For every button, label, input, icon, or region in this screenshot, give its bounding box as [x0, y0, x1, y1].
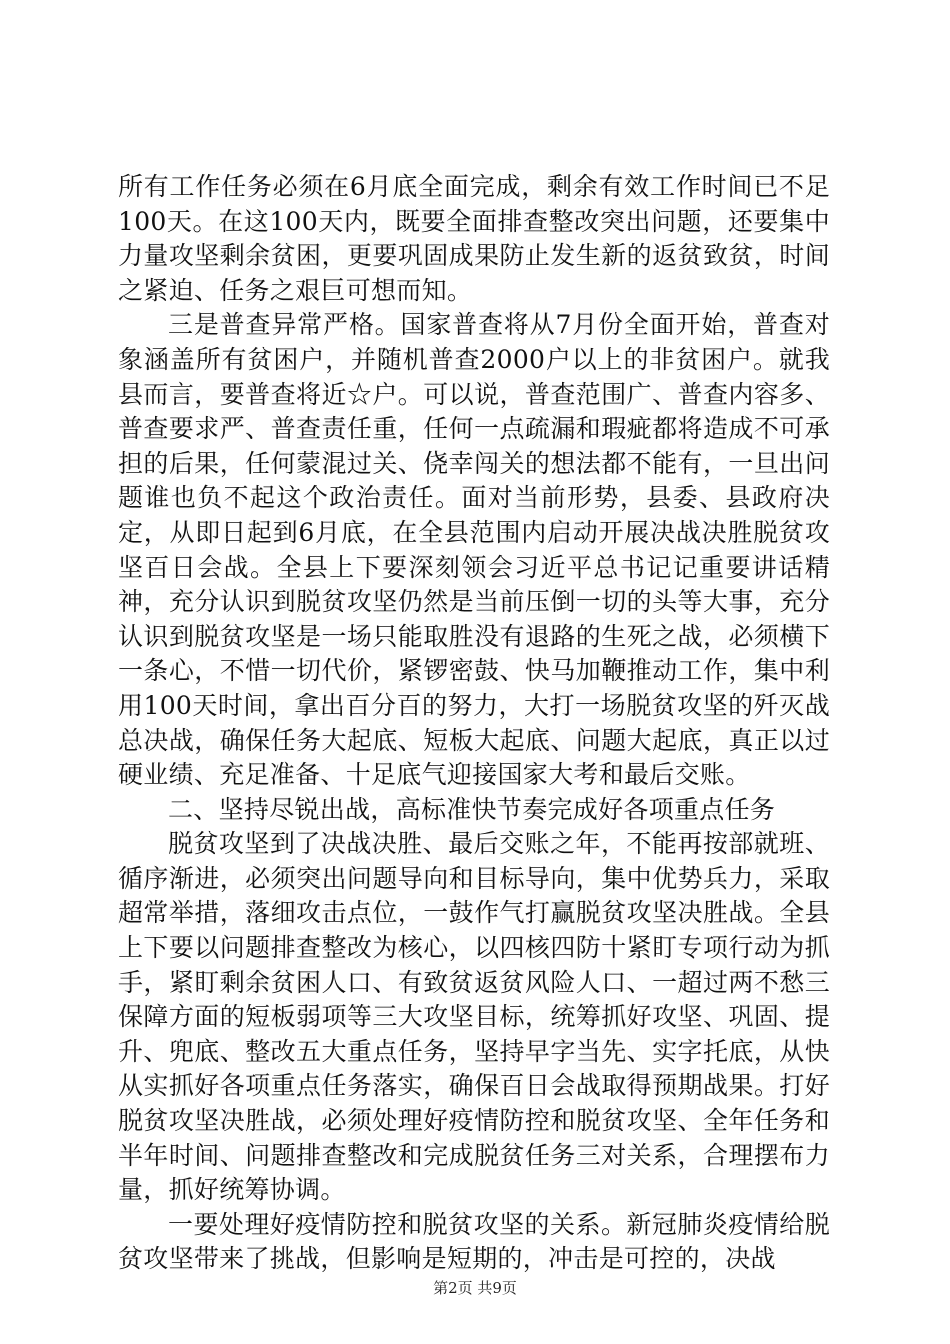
paragraph-key-tasks: 脱贫攻坚到了决战决胜、最后交账之年，不能再按部就班、循序渐进，必须突出问题导向和目标导向，集中优势兵力，采取超常举措，落细攻击点位，一鼓作气打赢脱贫攻坚决胜战。全县上下要以问题排查整改为核心，以四核四防十紧盯专项行动为抓手，紧盯剩余贫困人口、有致贫返贫风险人口、一超过两不愁三保障方面的短板弱项等三大攻坚目标，统筹抓好攻坚、巩固、提升、兜底、整改五大重点任务，坚持早字当先、实字托底，从快从实抓好各项重点任务落实，确保百日会战取得预期战果。打好脱贫攻坚决胜战，必须处理好疫情防控和脱贫攻坚、全年任务和半年时间、问题排查整改和完成脱贫任务三对关系，合理摆布力量，抓好统筹协调。	[118, 829, 830, 1205]
document-body	[118, 170, 830, 1277]
paragraph-epidemic-relation: 一要处理好疫情防控和脱贫攻坚的关系。新冠肺炎疫情给脱贫攻坚带来了挑战，但影响是短期的，冲击是可控的，决战	[118, 1209, 830, 1274]
page-footer: 第2页 共9页	[433, 1279, 517, 1297]
paragraph-census-strict: 三是普查异常严格。国家普查将从7月份全面开始，普查对象涵盖所有贫困户，并随机普查2000户以上的非贫困户。就我县而言，要普查将近☆户。可以说，普查范围广、普查内容多、普查要求严、普查责任重，任何一点疏漏和瑕疵都将造成不可承担的后果，任何蒙混过关、侥幸闯关的想法都不能有，一旦出问题谁也负不起这个政治责任。面对当前形势，县委、县政府决定，从即日起到6月底，在全县范围内启动开展决战决胜脱贫攻坚百日会战。全县上下要深刻领会习近平总书记记重要讲话精神，充分认识到脱贫攻坚仍然是当前压倒一切的头等大事，充分认识到脱贫攻坚是一场只能取胜没有退路的生死之战，必须横下一条心，不惜一切代价，紧锣密鼓、快马加鞭推动工作，集中利用100天时间，拿出百分百的努力，大打一场脱贫攻坚的歼灭战总决战，确保任务大起底、短板大起底、问题大起底，真正以过硬业绩、充足准备、十足底气迎接国家大考和最后交账。	[118, 310, 830, 790]
section-heading-2: 二、坚持尽锐出战，高标准快节奏完成好各项重点任务	[168, 794, 776, 824]
paragraph-continuation: 所有工作任务必须在6月底全面完成，剩余有效工作时间已不足100天。在这100天内，既要全面排查整改突出问题，还要集中力量攻坚剩余贫困，更要巩固成果防止发生新的返贫致贫，时间之紧迫、任务之艰巨可想而知。	[118, 172, 830, 305]
